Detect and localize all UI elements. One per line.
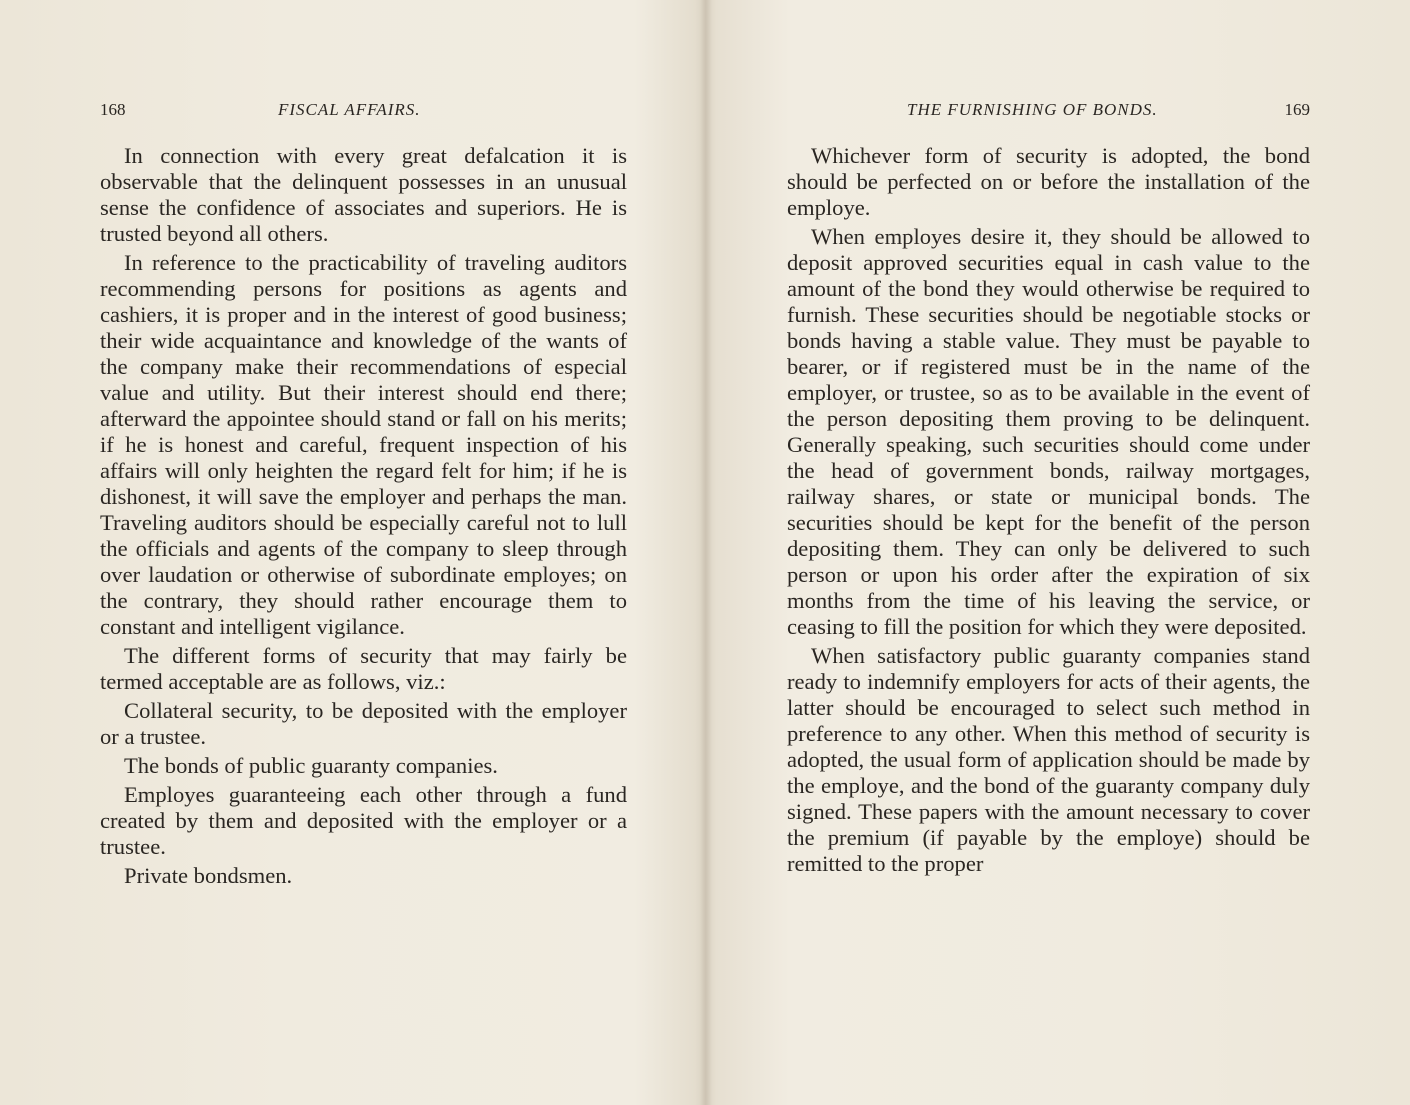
left-body-text bbox=[100, 143, 627, 892]
paragraph: Employes guaranteeing each other through a fund created by them and deposited with the employer or a trustee. bbox=[100, 782, 627, 859]
left-running-head bbox=[100, 100, 627, 122]
paragraph: In connection with every great defalcation it is observable that the delinquent possesses in an unusual sense the confidence of associates and superiors. He is trusted beyond all others. bbox=[100, 143, 627, 246]
right-page-number: 169 bbox=[1284, 100, 1310, 119]
paragraph: When employes desire it, they should be allowed to deposit approved securities equal in cash value to the amount of the bond they would otherwise be required to furnish. These securities should be negotiable stocks or bonds having a stable value. They must be payable to bearer, or if registered must be in the name of the employer, or trustee, so as to be available in the event of the person depositing them proving to be delinquent. Generally speaking, such securities should come under the head of government bonds, railway mortgages, railway shares, or state or municipal bonds. The securities should be kept for the benefit of the person depositing them. They can only be delivered to such person or upon his order after the expiration of six months from the time of his leaving the service, or ceasing to fill the position for which they were deposited. bbox=[787, 224, 1310, 639]
right-running-title: THE FURNISHING OF BONDS. bbox=[907, 100, 1158, 119]
paragraph: Whichever form of security is adopted, the bond should be perfected on or before the installation of the employe. bbox=[787, 143, 1310, 220]
paragraph: Private bondsmen. bbox=[124, 863, 293, 888]
paragraph: In reference to the practicability of traveling auditors recommending persons for positions as agents and cashiers, it is proper and in the interest of good business; their wide acquaintance and knowledge of the wants of the company make their recommendations of especial value and utility. But their interest should end there; afterward the appointee should stand or fall on his merits; if he is honest and careful, frequent inspection of his affairs will only heighten the regard felt for him; if he is dishonest, it will save the employer and perhaps the man. Traveling auditors should be especially careful not to lull the officials and agents of the company to sleep through over laudation or otherwise of subordinate employes; on the contrary, they should rather encourage them to constant and intelligent vigilance. bbox=[100, 250, 627, 639]
right-body-text bbox=[787, 143, 1310, 880]
left-page bbox=[100, 0, 627, 1105]
book-gutter bbox=[700, 0, 712, 1105]
paragraph: The bonds of public guaranty companies. bbox=[124, 753, 498, 778]
paragraph: When satisfactory public guaranty companies stand ready to indemnify employers for acts of their agents, the latter should be encouraged to select such method in preference to any other. When this method of security is adopted, the usual form of application should be made by the employe, and the bond of the guaranty company duly signed. These papers with the amount necessary to cover the premium (if payable by the employe) should be remitted to the proper bbox=[787, 643, 1310, 876]
right-running-head bbox=[787, 100, 1310, 122]
right-page bbox=[787, 0, 1310, 1105]
paragraph: Collateral security, to be deposited with the employer or a trustee. bbox=[100, 698, 627, 749]
paragraph: The different forms of security that may fairly be termed acceptable are as follows, viz.: bbox=[100, 643, 627, 694]
left-page-number: 168 bbox=[100, 100, 126, 119]
left-running-title: FISCAL AFFAIRS. bbox=[278, 100, 421, 119]
